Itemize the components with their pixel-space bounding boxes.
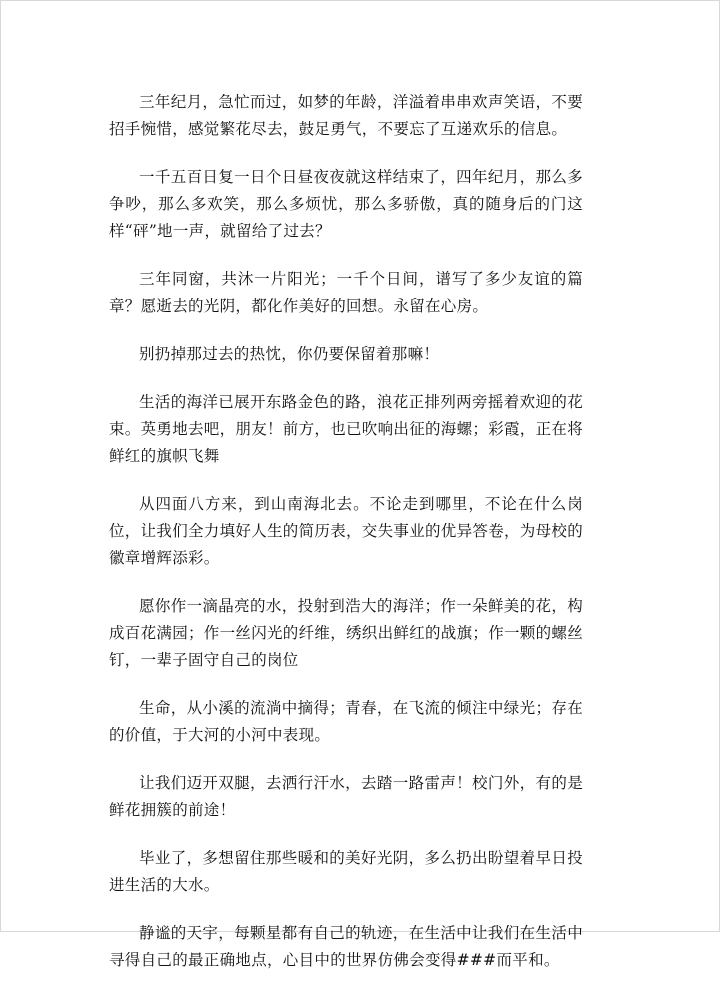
paragraph-10: 毕业了，多想留住那些暖和的美好光阴，多么扔出盼望着早日投进生活的大水。 — [109, 849, 583, 894]
paragraph-7: 愿你作一滴晶亮的水，投射到浩大的海洋；作一朵鲜美的花，构成百花满园；作一丝闪光的纤维，绣织出鲜红的战旗；作一颗的螺丝钉，一辈子固守自己的岗位 — [109, 597, 584, 669]
document-body — [109, 89, 583, 995]
paragraph-3: 三年同窗，共沐一片阳光；一千个日间，谱写了多少友谊的篇章？愿逝去的光阴，都化作美好的回想。永留在心房。 — [109, 270, 583, 315]
paragraph-11: 静谧的天宇，每颗星都有自己的轨迹，在生活中让我们在生活中寻得自己的最正确地点，心目中的世界仿佛会变得###而平和。 — [109, 924, 583, 969]
paragraph-5: 生活的海洋已展开东路金色的路，浪花正排列两旁摇着欢迎的花束。英勇地去吧，朋友！前方，也已吹响出征的海螺；彩霞，正在将鲜红的旗帜飞舞 — [109, 393, 584, 465]
paragraph-2: 一千五百日复一日个日昼夜夜就这样结束了，四年纪月，那么多争吵，那么多欢笑，那么多烦忧，那么多骄傲，真的随身后的门这样“砰”地一声，就留给了过去？ — [109, 168, 583, 240]
paragraph-4: 别扔掉那过去的热忱，你仍要保留着那嘛！ — [139, 345, 440, 363]
paragraph-9: 让我们迈开双腿，去洒行汗水，去踏一路雷声！校门外，有的是鲜花拥簇的前途！ — [109, 774, 583, 819]
paragraph-6: 从四面八方来，到山南海北去。不论走到哪里，不论在什么岗位，让我们全力填好人生的简历表，交失事业的优异答卷，为母校的徽章增辉添彩。 — [109, 495, 584, 567]
paragraph-8: 生命，从小溪的流淌中摘得；青春，在飞流的倾注中绿光；存在的价值，于大河的小河中表现。 — [109, 699, 583, 744]
paragraph-1: 三年纪月，急忙而过，如梦的年龄，洋溢着串串欢声笑语，不要招手惋惜，感觉繁花尽去，鼓足勇气，不要忘了互递欢乐的信息。 — [109, 93, 583, 138]
